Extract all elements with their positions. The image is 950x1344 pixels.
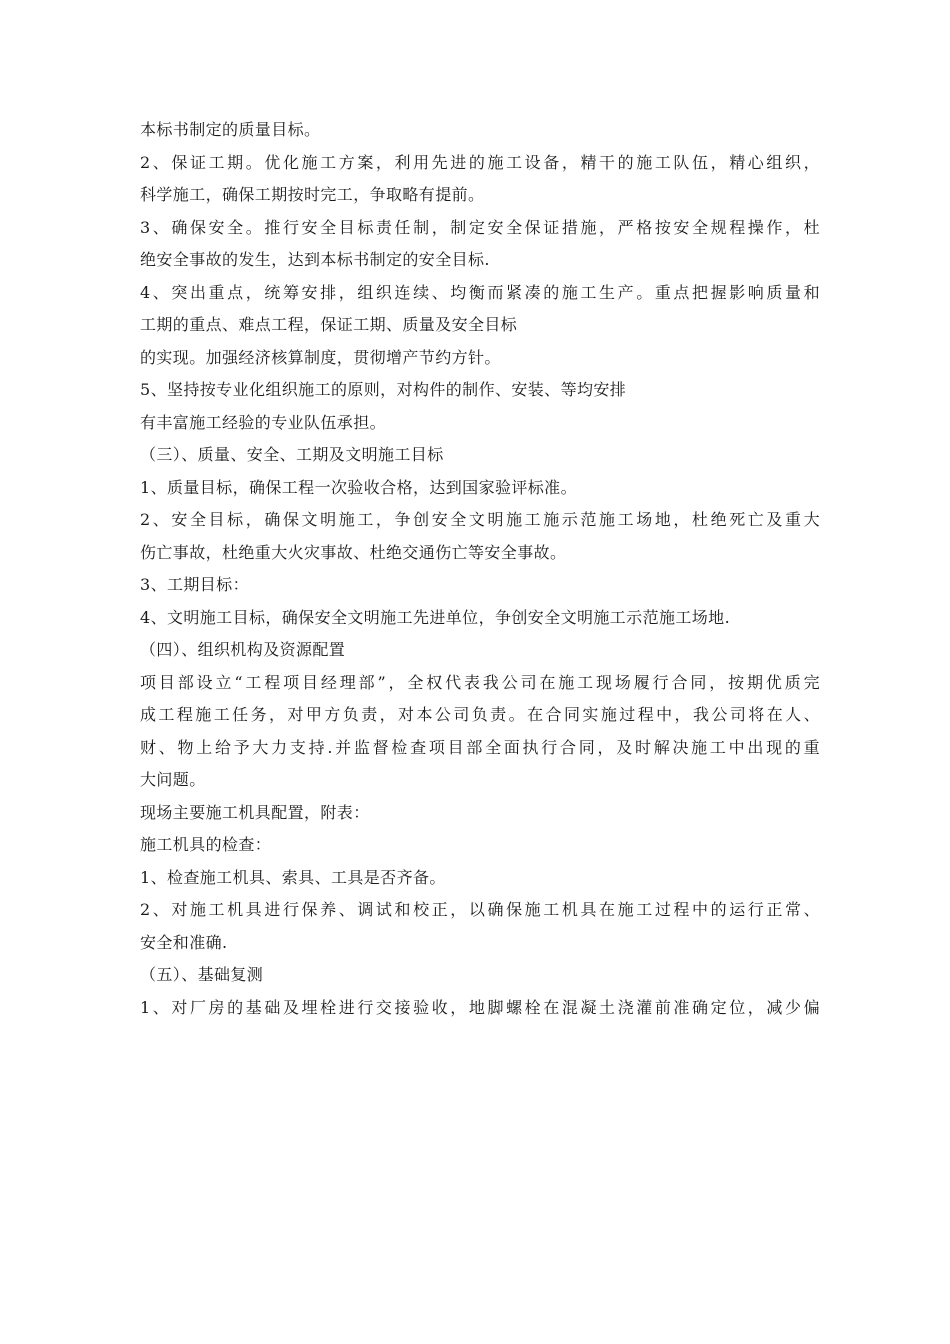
text-line: 4、文明施工目标，确保安全文明施工先进单位，争创安全文明施工示范施工场地. (140, 607, 731, 627)
text-line: 绝安全事故的发生，达到本标书制定的安全目标. (140, 250, 490, 269)
text-line: 1、对厂房的基础及埋栓进行交接验收，地脚螺栓在混凝土浇灌前准确定位，减少偏 (140, 997, 820, 1017)
text-line: 伤亡事故，杜绝重大火灾事故、杜绝交通伤亡等安全事故。 (140, 542, 567, 562)
text-line: 的实现。加强经济核算制度，贯彻增产节约方针。 (140, 347, 501, 367)
text-line: 科学施工，确保工期按时完工，争取略有提前。 (140, 185, 485, 204)
text-line: 4、突出重点，统筹安排，组织连续、均衡而紧凑的施工生产。重点把握影响质量和 (140, 282, 820, 302)
text-line: 2、安全目标，确保文明施工，争创安全文明施工施示范施工场地，杜绝死亡及重大 (140, 510, 820, 529)
section-heading: （五）、基础复测 (140, 965, 264, 984)
text-line: 项目部设立“工程项目经理部”，全权代表我公司在施工现场履行合同，按期优质完 (140, 672, 820, 692)
text-line: 5、坚持按专业化组织施工的原则，对构件的制作、安装、等均安排 (140, 380, 627, 399)
text-line: 成工程施工任务，对甲方负责，对本公司负责。在合同实施过程中，我公司将在人、 (140, 705, 820, 724)
text-line: 本标书制定的质量目标。 (140, 120, 321, 139)
section-heading: （三）、质量、安全、工期及文明施工目标 (140, 445, 444, 464)
text-line: 财、物上给予大力支持.并监督检查项目部全面执行合同，及时解决施工中出现的重 (140, 737, 820, 757)
text-line: 大问题。 (140, 770, 206, 789)
text-line: 有丰富施工经验的专业队伍承担。 (140, 412, 387, 432)
text-line: 2、保证工期。优化施工方案，利用先进的施工设备，精干的施工队伍，精心组织， (140, 152, 820, 172)
text-line: 工期的重点、难点工程，保证工期、质量及安全目标 (140, 315, 518, 334)
text-line: 3、工期目标： (140, 575, 249, 594)
text-line: 2、对施工机具进行保养、调试和校正，以确保施工机具在施工过程中的运行正常、 (140, 900, 820, 919)
text-line: 3、确保安全。推行安全目标责任制，制定安全保证措施，严格按安全规程操作，杜 (140, 217, 820, 237)
text-line: 施工机具的检查： (140, 835, 272, 854)
text-line: 安全和准确. (140, 932, 228, 952)
text-line: 现场主要施工机具配置，附表： (140, 802, 370, 822)
section-heading: （四）、组织机构及资源配置 (140, 640, 346, 659)
text-line: 1、质量目标，确保工程一次验收合格，达到国家验评标准。 (140, 477, 577, 497)
document-body (140, 114, 820, 1024)
text-line: 1、检查施工机具、索具、工具是否齐备。 (140, 867, 446, 887)
